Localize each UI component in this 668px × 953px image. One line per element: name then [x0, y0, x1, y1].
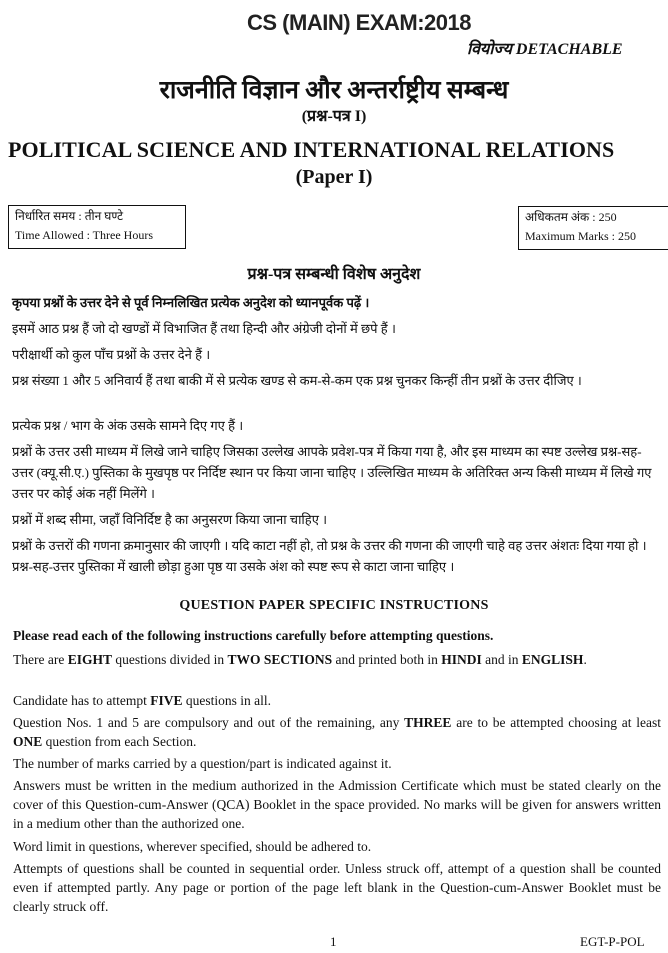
time-allowed-english: Time Allowed : Three Hours	[15, 228, 153, 242]
english-instruction-lead: Please read each of the following instructions carefully before attempting questions.	[13, 628, 494, 643]
paper-code: EGT-P-POL	[580, 934, 645, 949]
hindi-paper-title: राजनीति विज्ञान और अन्तर्राष्ट्रीय सम्बन्ध	[159, 77, 509, 104]
time-allowed-hindi: निर्धारित समय : तीन घण्टे	[15, 209, 124, 223]
english-instruction-4: The number of marks carried by a question/part is indicated against it.	[13, 756, 392, 771]
english-paper-number: (Paper I)	[295, 166, 373, 188]
english-instruction-1: There are EIGHT questions divided in TWO SECTIONS and printed both in HINDI and in ENGLISH.	[13, 652, 587, 667]
hindi-instruction-8: प्रश्नों के उत्तरों की गणना क्रमानुसार की जाएगी । यदि काटा नहीं हो, तो प्रश्न के उत्तर की गणना की जाएगी चाहे वह उत्तर अंशतः दिया गया हो । प्रश्न-सह-उत्तर पुस्तिका में खाली छोड़ा हुआ पृष्ठ या उसके अंश को स्पष्ट रूप से काटा जाना चाहिए ।	[12, 538, 647, 574]
hindi-instruction-6: प्रश्नों के उत्तर उसी माध्यम में लिखे जाने चाहिए जिसका उल्लेख आपके प्रवेश-पत्र में किया गया है, और इस माध्यम का स्पष्ट उल्लेख प्रश्न-सह-उत्तर (क्यू.सी.ए.) पुस्तिका के मुखपृष्ठ पर निर्दिष्ट स्थान पर किया जाना चाहिए । उल्लिखित माध्यम के अतिरिक्त अन्य किसी माध्यम में लिखे गए उत्तर पर कोई अंक नहीं मिलेंगे ।	[12, 444, 652, 501]
page-number: 1	[330, 934, 337, 949]
english-paper-title: POLITICAL SCIENCE AND INTERNATIONAL RELATIONS	[8, 137, 615, 162]
exam-title: CS (MAIN) EXAM:2018	[247, 10, 471, 35]
hindi-instruction-7: प्रश्नों में शब्द सीमा, जहाँ विनिर्दिष्ट है का अनुसरण किया जाना चाहिए ।	[12, 512, 328, 527]
english-instruction-7: Attempts of questions shall be counted in sequential order. Unless struck off, attempt of a question shall be counted even if attempted partly. Any page or portion of the page left blank in the Question-cum-Answer Booklet must be clearly struck off.	[13, 861, 661, 914]
hindi-instruction-3: परीक्षार्थी को कुल पाँच प्रश्नों के उत्तर देने हैं ।	[12, 347, 211, 362]
hindi-instruction-1: कृपया प्रश्नों के उत्तर देने से पूर्व निम्नलिखित प्रत्येक अनुदेश को ध्यानपूर्वक पढ़ें ।	[12, 295, 370, 310]
hindi-paper-number: (प्रश्न-पत्र I)	[301, 108, 367, 125]
english-instruction-6: Word limit in questions, wherever specified, should be adhered to.	[13, 839, 372, 854]
maximum-marks-hindi: अधिकतम अंक : 250	[525, 210, 617, 224]
hindi-instruction-5: प्रत्येक प्रश्न / भाग के अंक उसके सामने दिए गए हैं ।	[12, 418, 244, 433]
hindi-instruction-2: इसमें आठ प्रश्न हैं जो दो खण्डों में विभाजित हैं तथा हिन्दी और अंग्रेजी दोनों में छपे हैं ।	[12, 321, 396, 336]
english-instruction-3: Question Nos. 1 and 5 are compulsory and out of the remaining, any THREE are to be attempted choosing at least ONE question from each Section.	[13, 715, 661, 749]
hindi-instructions-heading: प्रश्न-पत्र सम्बन्धी विशेष अनुदेश	[247, 266, 421, 283]
english-instructions-heading: QUESTION PAPER SPECIFIC INSTRUCTIONS	[179, 598, 489, 613]
english-instruction-5: Answers must be written in the medium authorized in the Admission Certificate which must be stated clearly on the cover of this Question-cum-Answer (QCA) Booklet in the space provided. No marks will be given for answers written in a medium other than the authorized one.	[13, 778, 661, 831]
detachable-label: वियोज्य DETACHABLE	[467, 41, 623, 58]
time-allowed-box	[8, 205, 186, 249]
english-instruction-2: Candidate has to attempt FIVE questions in all.	[13, 693, 271, 708]
hindi-instruction-4: प्रश्न संख्या 1 और 5 अनिवार्य हैं तथा बाकी में से प्रत्येक खण्ड से कम-से-कम एक प्रश्न चुनकर किन्हीं तीन प्रश्नों के उत्तर दीजिए ।	[12, 373, 582, 388]
maximum-marks-box	[518, 206, 668, 250]
maximum-marks-english: Maximum Marks : 250	[525, 229, 636, 243]
